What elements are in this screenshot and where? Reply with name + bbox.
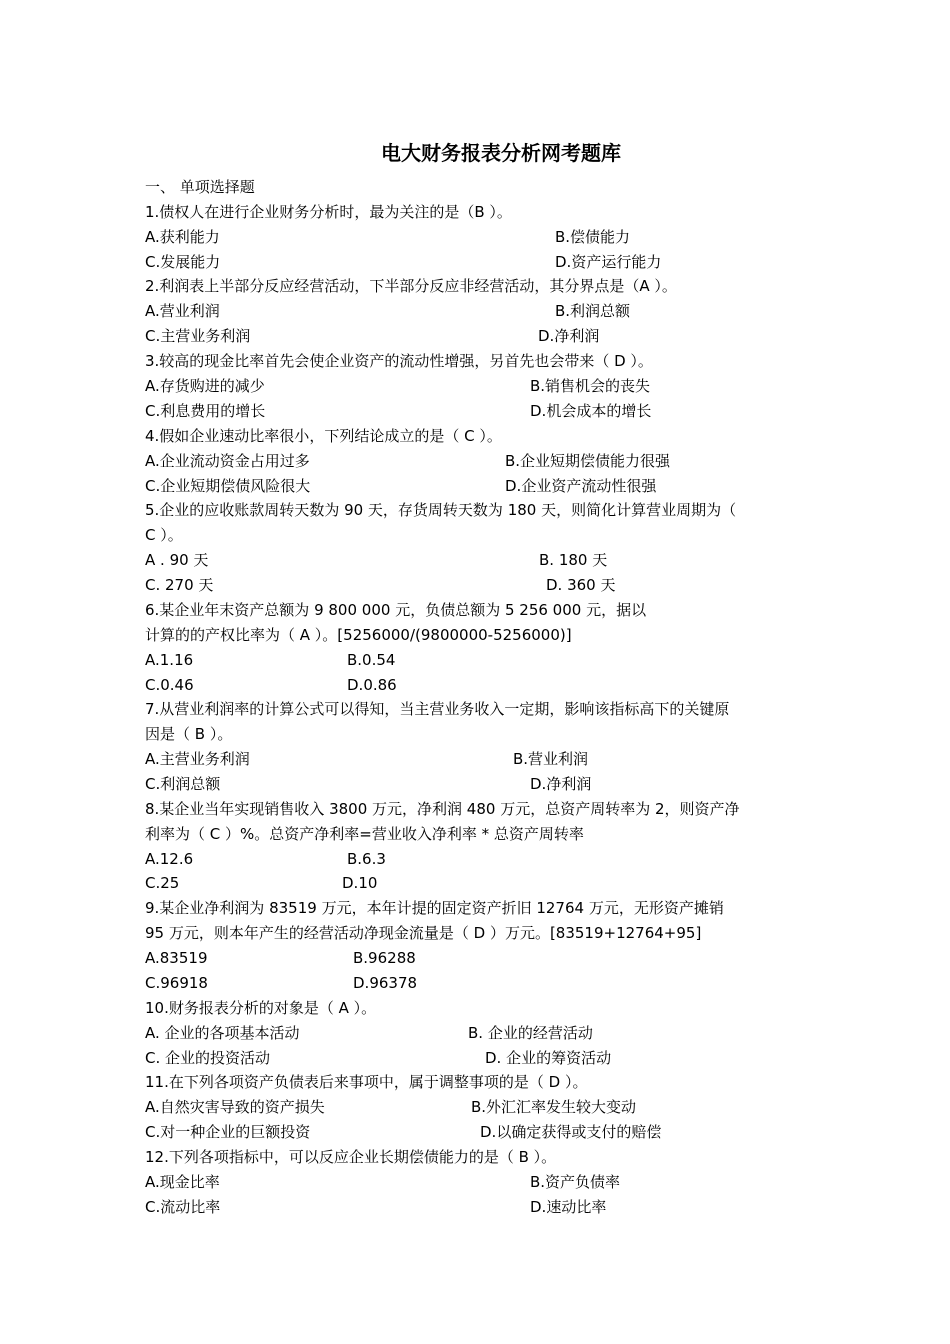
- question-stem-continued: 95 万元，则本年产生的经营活动净现金流量是（ D ）万元。[83519+12764+95]: [145, 924, 702, 942]
- question-stem: 11.在下列各项资产负债表后来事项中，属于调整事项的是（ D ）。: [145, 1073, 588, 1091]
- option-b: B.营业利润: [513, 750, 589, 768]
- option-b: B.6.3: [347, 850, 386, 868]
- option-a: A.自然灾害导致的资产损失: [145, 1098, 325, 1116]
- option-a: A.企业流动资金占用过多: [145, 452, 310, 470]
- option-a: A.现金比率: [145, 1173, 220, 1191]
- option-d: D.以确定获得或支付的赔偿: [480, 1123, 662, 1141]
- option-b: B.0.54: [347, 651, 396, 669]
- option-b: B.偿债能力: [555, 228, 631, 246]
- option-c: C.利息费用的增长: [145, 402, 266, 420]
- option-b: B.资产负债率: [530, 1173, 621, 1191]
- question-stem: 10.财务报表分析的对象是（ A ）。: [145, 999, 377, 1017]
- option-c: C.利润总额: [145, 775, 221, 793]
- option-d: D.0.86: [347, 676, 397, 694]
- option-c: C. 270 天: [145, 576, 214, 594]
- option-d: D.速动比率: [530, 1198, 607, 1216]
- option-a: A.1.16: [145, 651, 194, 669]
- question-stem: 1.债权人在进行企业财务分析时，最为关注的是（B ）。: [145, 203, 512, 221]
- option-a: A.存货购进的减少: [145, 377, 265, 395]
- option-c: C.流动比率: [145, 1198, 221, 1216]
- question-stem-continued: 因是（ B ）。: [145, 725, 233, 743]
- option-c: C.主营业务利润: [145, 327, 251, 345]
- option-a: A.12.6: [145, 850, 194, 868]
- option-d: D.96378: [353, 974, 418, 992]
- option-c: C.25: [145, 874, 180, 892]
- option-d: D.企业资产流动性很强: [505, 477, 657, 495]
- question-stem: 9.某企业净利润为 83519 万元，本年计提的固定资产折旧 12764 万元，无形资产摊销: [145, 899, 724, 917]
- document-title: 电大财务报表分析网考题库: [381, 141, 621, 165]
- question-stem: 8.某企业当年实现销售收入 3800 万元，净利润 480 万元，总资产周转率为 2，则资产净: [145, 800, 740, 818]
- option-b: B.外汇汇率发生较大变动: [471, 1098, 637, 1116]
- option-c: C.对一种企业的巨额投资: [145, 1123, 311, 1141]
- option-a: A.主营业务利润: [145, 750, 250, 768]
- option-b: B. 180 天: [539, 551, 608, 569]
- option-b: B.利润总额: [555, 302, 631, 320]
- option-d: D.机会成本的增长: [530, 402, 652, 420]
- option-d: D.净利润: [530, 775, 592, 793]
- option-d: D.资产运行能力: [555, 253, 662, 271]
- option-a: A. 企业的各项基本活动: [145, 1024, 300, 1042]
- option-a: A.获利能力: [145, 228, 220, 246]
- question-stem: 6.某企业年末资产总额为 9 800 000 元，负债总额为 5 256 000 元，据以: [145, 601, 647, 619]
- option-a: A.83519: [145, 949, 208, 967]
- option-b: B.96288: [353, 949, 416, 967]
- question-stem: 12.下列各项指标中，可以反应企业长期偿债能力的是（ B ）。: [145, 1148, 557, 1166]
- question-stem: 3.较高的现金比率首先会使企业资产的流动性增强，另首先也会带来（ D ）。: [145, 352, 653, 370]
- question-stem-continued: 利率为（ C ）%。总资产净利率=营业收入净利率 * 总资产周转率: [145, 825, 584, 843]
- option-c: C.发展能力: [145, 253, 221, 271]
- option-b: B. 企业的经营活动: [468, 1024, 593, 1042]
- section-heading: 一、 单项选择题: [145, 178, 255, 196]
- option-d: D.10: [342, 874, 378, 892]
- option-c: C. 企业的投资活动: [145, 1049, 271, 1067]
- option-b: B.企业短期偿债能力很强: [505, 452, 671, 470]
- question-stem-continued: C ）。: [145, 526, 183, 544]
- option-b: B.销售机会的丧失: [530, 377, 651, 395]
- question-stem: 7.从营业利润率的计算公式可以得知，当主营业务收入一定期，影响该指标高下的关键原: [145, 700, 730, 718]
- question-stem: 2.利润表上半部分反应经营活动，下半部分反应非经营活动，其分界点是（A ）。: [145, 277, 677, 295]
- option-d: D. 360 天: [546, 576, 616, 594]
- option-a: A . 90 天: [145, 551, 209, 569]
- question-stem-continued: 计算的的产权比率为（ A ）。[5256000/(9800000-5256000)]: [145, 626, 572, 644]
- option-c: C.0.46: [145, 676, 194, 694]
- option-d: D. 企业的筹资活动: [485, 1049, 612, 1067]
- question-stem: 5.企业的应收账款周转天数为 90 天，存货周转天数为 180 天，则简化计算营业周期为（: [145, 501, 737, 519]
- option-c: C.企业短期偿债风险很大: [145, 477, 311, 495]
- option-c: C.96918: [145, 974, 208, 992]
- option-d: D.净利润: [538, 327, 600, 345]
- question-stem: 4.假如企业速动比率很小，下列结论成立的是（ C ）。: [145, 427, 502, 445]
- option-a: A.营业利润: [145, 302, 220, 320]
